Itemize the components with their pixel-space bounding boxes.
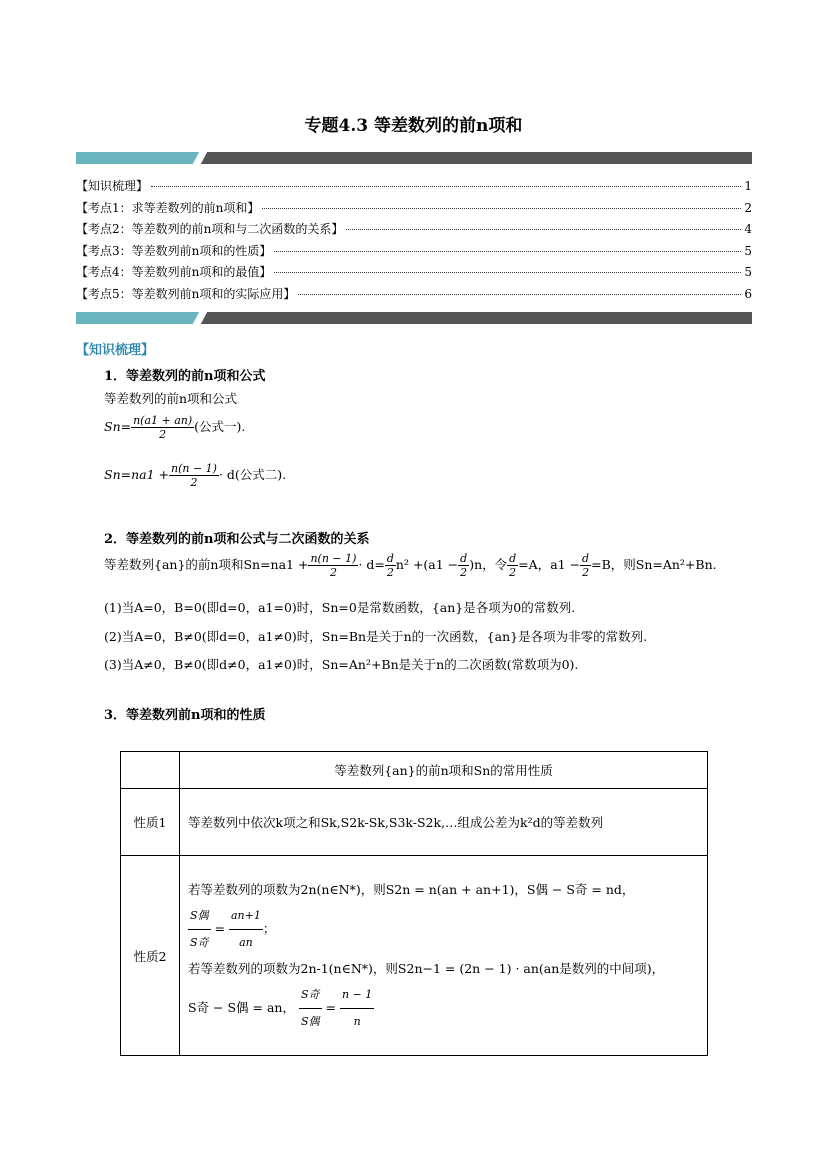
table-header: 等差数列{an}的前n项和Sn的常用性质 (180, 752, 708, 789)
row2-label: 性质2 (121, 856, 180, 1056)
properties-table (120, 751, 708, 1056)
case-3: (3)当A≠0，B≠0(即d≠0，a1≠0)时，Sn=An²+Bn是关于n的二次函数(常数项为0). (104, 657, 579, 672)
toc-entry[interactable]: 【考点4：等差数列前n项和的最值】 5 (76, 265, 752, 280)
heading-3: 3．等差数列前n项和的性质 (104, 708, 266, 723)
row2-content (180, 856, 708, 1056)
case-2: (2)当A=0，B≠0(即d=0，a1≠0)时，Sn=Bn是关于n的一次函数，{an}是各项为非零的常数列. (104, 629, 648, 644)
s2-relation: 等差数列{an}的前n项和Sn=na1 + $\frac{n(n - 1)}{2}$ · d= $\frac{d}{2}$ n² +(a1 − $\frac{d}{2}$ )n，令 $\frac{d}{2}$ =A，a1 − $\frac{d}{2}$ =B，则Sn=An²+Bn. (104, 552, 717, 579)
row1-text: 等差数列中依次k项之和Sk,S2k-Sk,S3k-S2k,…组成公差为k²d的等差数列 (180, 789, 708, 856)
toc-entry[interactable]: 【考点5：等差数列前n项和的实际应用】 6 (76, 286, 752, 301)
toc-entry[interactable]: 【考点3：等差数列前n项和的性质】 5 (76, 243, 752, 258)
page-title: 专题4.3 等差数列的前n项和 (304, 116, 523, 136)
r2-line4: S奇 − S偶 = an， $\frac{\text{S奇}}{\text{S偶}}$ = $\frac{n - 1}{n}$ (188, 982, 699, 1035)
toc-entry[interactable]: 【知识梳理】 1 (76, 179, 752, 193)
s1-intro: 等差数列的前n项和公式 (104, 391, 238, 406)
formula-2: Sn=na1 + $\frac{n(n - 1)}{2}$ · d(公式二). (104, 462, 287, 489)
heading-1: 1．等差数列的前n项和公式 (104, 369, 266, 384)
heading-2: 2．等差数列的前n项和公式与二次函数的关系 (104, 532, 370, 547)
formula-1: Sn= $\frac{n(a1 + an)}{2}$ (公式一). (104, 414, 246, 441)
section-divider-bar (76, 312, 752, 324)
r2-line2: $\frac{\text{S偶}}{\text{S奇}}$ = $\frac{an+1}{an}$ ； (188, 903, 699, 956)
r2-line1: 若等差数列的项数为2n(n∈N*)，则S2n = n(an + an+1)，S偶 − S奇 = nd， (188, 881, 635, 897)
toc-entry[interactable]: 【考点1：求等差数列的前n项和】 2 (76, 200, 752, 215)
case-1: (1)当A=0，B=0(即d=0，a1=0)时，Sn=0是常数函数，{an}是各项为0的常数列. (104, 600, 576, 615)
section-label: 【知识梳理】 (76, 342, 155, 357)
r2-line3: 若等差数列的项数为2n-1(n∈N*)，则S2n−1 = (2n − 1) · an(an是数列的中间项)， (188, 960, 665, 976)
table-of-contents (76, 176, 752, 306)
row1-label: 性质1 (121, 789, 180, 856)
table-corner (121, 752, 180, 789)
toc-entry[interactable]: 【考点2：等差数列的前n项和与二次函数的关系】 4 (76, 222, 752, 237)
header-divider-bar (76, 152, 752, 164)
